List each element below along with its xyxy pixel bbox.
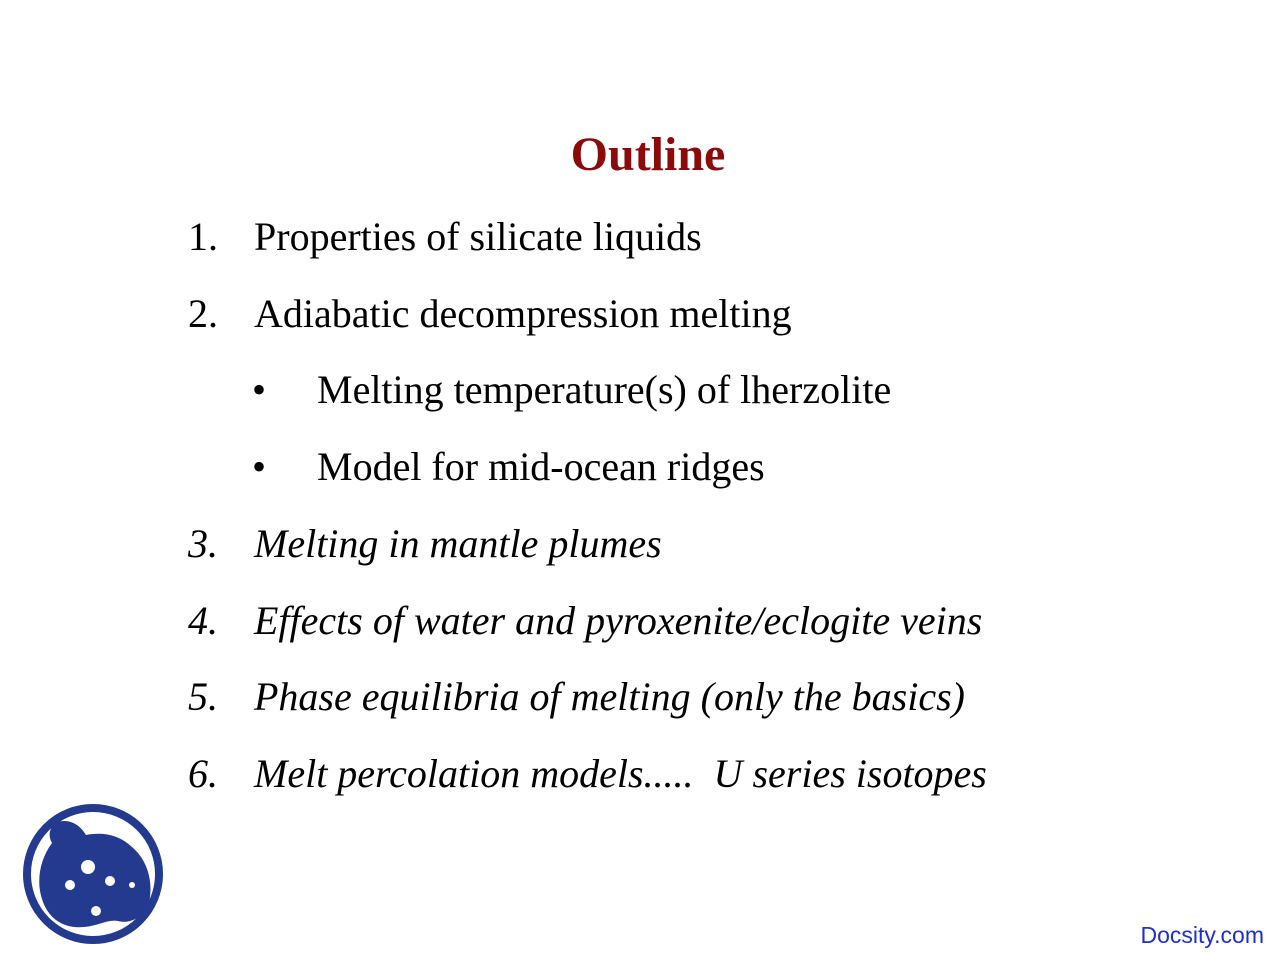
item-number: 4. [188, 598, 218, 643]
item-text: Melt percolation models..... U series isotopes [254, 751, 987, 796]
brand-link[interactable]: Docsity.com [1140, 922, 1264, 948]
item-text: Effects of water and pyroxenite/eclogite veins [254, 598, 983, 643]
item-text: Properties of silicate liquids [254, 214, 702, 259]
item-number: 3. [188, 521, 218, 566]
item-text: Phase equilibria of melting (only the basics) [254, 674, 965, 719]
subitem-text: Melting temperature(s) of lherzolite [317, 367, 892, 412]
bullet: • [252, 367, 267, 412]
bullet: • [252, 444, 267, 489]
docsity-logo-icon[interactable] [22, 803, 164, 945]
item-number: 5. [188, 674, 218, 719]
item-number: 6. [188, 751, 218, 796]
subitem-text: Model for mid-ocean ridges [317, 444, 765, 489]
slide-title: Outline [570, 128, 726, 181]
item-text: Adiabatic decompression melting [254, 291, 792, 336]
item-number: 2. [188, 291, 218, 336]
item-text: Melting in mantle plumes [254, 521, 662, 566]
item-number: 1. [188, 214, 218, 259]
